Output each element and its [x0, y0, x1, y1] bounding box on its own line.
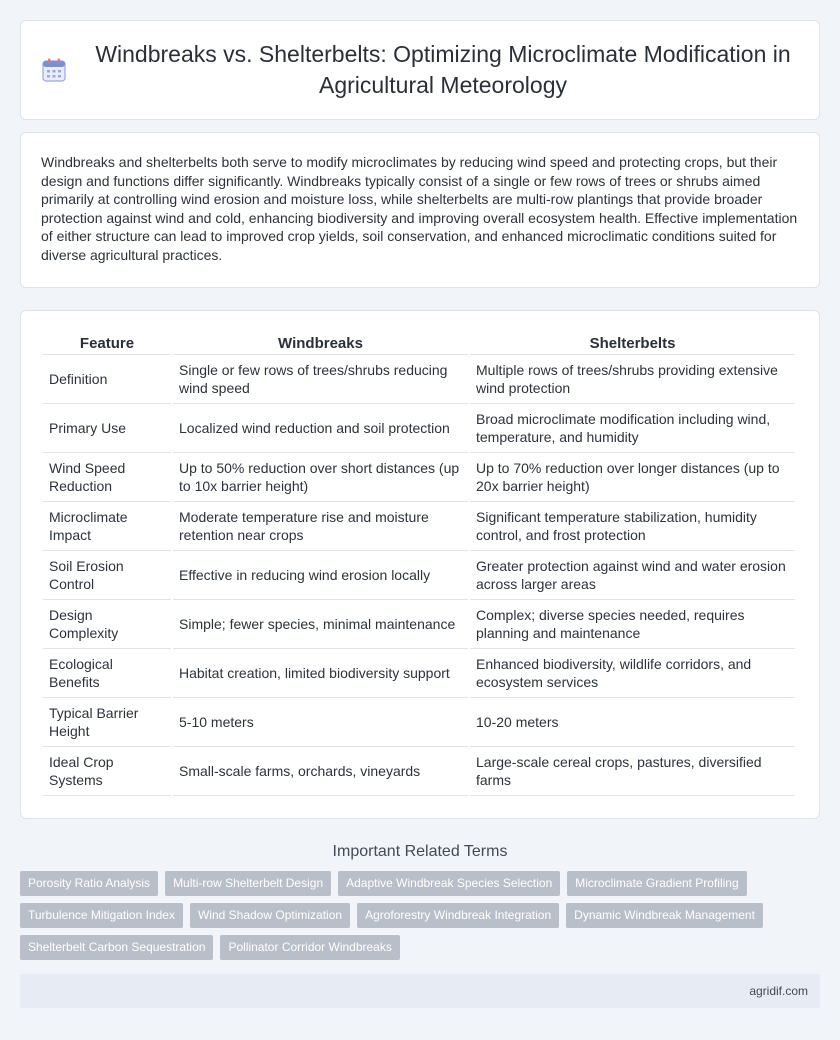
table-row	[43, 453, 795, 502]
windbreaks-cell: Small-scale farms, orchards, vineyards	[173, 747, 468, 796]
shelterbelts-cell: Up to 70% reduction over longer distances (up to 20x barrier height)	[470, 453, 795, 502]
comparison-table-card	[20, 310, 820, 819]
table-row	[43, 698, 795, 747]
column-header-windbreaks: Windbreaks	[173, 331, 468, 355]
windbreaks-cell: Up to 50% reduction over short distances (up to 10x barrier height)	[173, 453, 468, 502]
calendar-icon	[41, 57, 67, 83]
tag-dynamic-windbreak-management[interactable]: Dynamic Windbreak Management	[566, 903, 763, 928]
footer-site-link[interactable]: agridif.com	[749, 983, 808, 998]
comparison-table	[41, 331, 797, 796]
related-terms-section	[0, 843, 840, 960]
feature-cell: Typical Barrier Height	[43, 698, 171, 747]
feature-cell: Definition	[43, 355, 171, 404]
feature-cell: Ecological Benefits	[43, 649, 171, 698]
shelterbelts-cell: Large-scale cereal crops, pastures, diversified farms	[470, 747, 795, 796]
tag-microclimate-gradient-profiling[interactable]: Microclimate Gradient Profiling	[567, 871, 746, 896]
feature-cell: Primary Use	[43, 404, 171, 453]
shelterbelts-cell: Greater protection against wind and water erosion across larger areas	[470, 551, 795, 600]
table-row	[43, 502, 795, 551]
table-row	[43, 404, 795, 453]
related-terms-tags	[20, 871, 820, 960]
table-header-row	[43, 331, 795, 355]
feature-cell: Design Complexity	[43, 600, 171, 649]
shelterbelts-cell: 10-20 meters	[470, 698, 795, 747]
table-row	[43, 355, 795, 404]
shelterbelts-cell: Complex; diverse species needed, requires planning and maintenance	[470, 600, 795, 649]
feature-cell: Ideal Crop Systems	[43, 747, 171, 796]
tag-multi-row-shelterbelt-design[interactable]: Multi-row Shelterbelt Design	[165, 871, 331, 896]
windbreaks-cell: Single or few rows of trees/shrubs reducing wind speed	[173, 355, 468, 404]
tag-porosity-ratio-analysis[interactable]: Porosity Ratio Analysis	[20, 871, 158, 896]
windbreaks-cell: Moderate temperature rise and moisture retention near crops	[173, 502, 468, 551]
tag-pollinator-corridor-windbreaks[interactable]: Pollinator Corridor Windbreaks	[220, 935, 399, 960]
tag-adaptive-windbreak-species-selection[interactable]: Adaptive Windbreak Species Selection	[338, 871, 560, 896]
tag-shelterbelt-carbon-sequestration[interactable]: Shelterbelt Carbon Sequestration	[20, 935, 213, 960]
table-row	[43, 649, 795, 698]
table-row	[43, 747, 795, 796]
table-row	[43, 551, 795, 600]
column-header-shelterbelts: Shelterbelts	[470, 331, 795, 355]
windbreaks-cell: 5-10 meters	[173, 698, 468, 747]
windbreaks-cell: Habitat creation, limited biodiversity support	[173, 649, 468, 698]
windbreaks-cell: Localized wind reduction and soil protection	[173, 404, 468, 453]
page-title: Windbreaks vs. Shelterbelts: Optimizing Microclimate Modification in Agricultural Meteorology	[95, 41, 791, 98]
related-terms-title: Important Related Terms	[332, 842, 508, 860]
windbreaks-cell: Effective in reducing wind erosion locally	[173, 551, 468, 600]
shelterbelts-cell: Enhanced biodiversity, wildlife corridors, and ecosystem services	[470, 649, 795, 698]
column-header-feature: Feature	[43, 331, 171, 355]
feature-cell: Soil Erosion Control	[43, 551, 171, 600]
shelterbelts-cell: Broad microclimate modification including wind, temperature, and humidity	[470, 404, 795, 453]
tag-agroforestry-windbreak-integration[interactable]: Agroforestry Windbreak Integration	[357, 903, 559, 928]
table-row	[43, 600, 795, 649]
tag-wind-shadow-optimization[interactable]: Wind Shadow Optimization	[190, 903, 350, 928]
feature-cell: Microclimate Impact	[43, 502, 171, 551]
feature-cell: Wind Speed Reduction	[43, 453, 171, 502]
windbreaks-cell: Simple; fewer species, minimal maintenance	[173, 600, 468, 649]
shelterbelts-cell: Significant temperature stabilization, humidity control, and frost protection	[470, 502, 795, 551]
intro-paragraph: Windbreaks and shelterbelts both serve to modify microclimates by reducing wind speed and protecting crops, but their design and functions differ significantly. Windbreaks typically consist of a single or few rows of trees or shrubs aimed primarily at controlling wind erosion and moisture loss, while shelterbelts are multi-row plantings that provide broader protection against wind and cold, enhancing biodiversity and improving overall ecosystem health. Effective implementation of either structure can lead to improved crop yields, soil conservation, and enhanced microclimatic conditions suited for diverse agricultural practices.	[41, 154, 798, 263]
tag-turbulence-mitigation-index[interactable]: Turbulence Mitigation Index	[20, 903, 183, 928]
shelterbelts-cell: Multiple rows of trees/shrubs providing extensive wind protection	[470, 355, 795, 404]
page-header	[20, 20, 820, 120]
intro-section	[20, 132, 820, 288]
page-footer	[20, 974, 820, 1008]
